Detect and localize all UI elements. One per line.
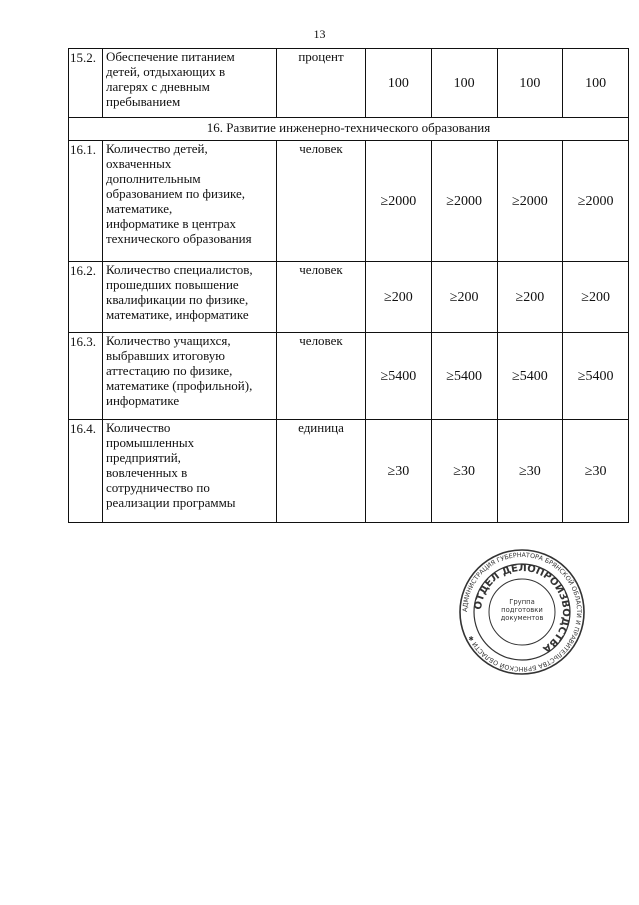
value-cell: 100 [497, 49, 563, 118]
stamp-center-line: Группа [509, 598, 535, 606]
value-cell: ≥5400 [366, 333, 432, 420]
indicator-name-line: Количество специалистов, [106, 262, 253, 277]
indicator-name-line: Количество детей, [106, 141, 208, 156]
indicator-name-line: аттестацию по физике, [106, 363, 233, 378]
value-cell: ≥2000 [431, 141, 497, 262]
indicator-name-line: информатике [106, 393, 180, 408]
row-number: 16.1. [69, 141, 103, 262]
indicator-name-line: вовлеченных в [106, 465, 188, 480]
value-cell: ≥5400 [563, 333, 629, 420]
indicator-name-line: технического образования [106, 231, 252, 246]
indicator-table-body [69, 49, 629, 523]
indicator-name-line: дополнительным [106, 171, 201, 186]
indicator-name [103, 141, 277, 262]
value-cell: ≥200 [431, 262, 497, 333]
value-cell: ≥2000 [366, 141, 432, 262]
indicator-name [103, 333, 277, 420]
indicator-name-line: математике, [106, 201, 173, 216]
stamp-center-line: подготовки [501, 606, 543, 614]
stamp-center-line: документов [500, 614, 544, 622]
indicator-name-line: Количество [106, 420, 171, 435]
indicator-name [103, 420, 277, 523]
value-cell: ≥5400 [497, 333, 563, 420]
stamp-dept-text: ОТДЕЛ ДЕЛОПРОИЗВОДСТВА [472, 562, 572, 655]
row-number: 15.2. [69, 49, 103, 118]
row-number: 16.3. [69, 333, 103, 420]
indicator-name [103, 49, 277, 118]
unit-cell: процент [277, 49, 366, 118]
table-row [69, 49, 629, 118]
indicator-name-line: информатике в центрах [106, 216, 237, 231]
indicator-name-line: квалификации по физике, [106, 292, 249, 307]
value-cell: ≥200 [366, 262, 432, 333]
indicator-name-line: охваченных [106, 156, 172, 171]
indicator-name-line: реализации программы [106, 495, 236, 510]
indicator-name-line: пребыванием [106, 94, 181, 109]
indicator-name-line: сотрудничество по [106, 480, 210, 495]
value-cell: ≥5400 [431, 333, 497, 420]
indicator-name-line: промышленных [106, 435, 195, 450]
indicator-name-line: детей, отдыхающих в [106, 64, 226, 79]
indicator-name-line: математике (профильной), [106, 378, 253, 393]
row-number: 16.2. [69, 262, 103, 333]
official-stamp [458, 548, 586, 676]
indicator-table [68, 48, 629, 523]
section-row [69, 118, 629, 141]
row-number: 16.4. [69, 420, 103, 523]
indicator-name-line: образованием по физике, [106, 186, 246, 201]
indicator-name-line: математике, информатике [106, 307, 249, 322]
stamp-ring-text: АДМИНИСТРАЦИЯ ГУБЕРНАТОРА БРЯНСКОЙ ОБЛАСТИ И ПРАВИТЕЛЬСТВА БРЯНСКОЙ ОБЛАСТИ ✱ [461, 551, 583, 673]
value-cell: 100 [431, 49, 497, 118]
value-cell: ≥2000 [497, 141, 563, 262]
value-cell: ≥200 [497, 262, 563, 333]
unit-cell: человек [277, 262, 366, 333]
indicator-name-line: лагерях с дневным [106, 79, 210, 94]
value-cell: ≥30 [366, 420, 432, 523]
unit-cell: человек [277, 333, 366, 420]
table-row [69, 262, 629, 333]
table-row [69, 333, 629, 420]
value-cell: ≥2000 [563, 141, 629, 262]
indicator-name-line: Количество учащихся, [106, 333, 231, 348]
indicator-name-line: Обеспечение питанием [106, 49, 235, 64]
value-cell: ≥30 [431, 420, 497, 523]
indicator-name [103, 262, 277, 333]
section-title: 16. Развитие инженерно-технического образования [69, 118, 629, 141]
value-cell: ≥30 [497, 420, 563, 523]
value-cell: ≥200 [563, 262, 629, 333]
unit-cell: единица [277, 420, 366, 523]
value-cell: ≥30 [563, 420, 629, 523]
page-number: 13 [313, 27, 326, 41]
table-row [69, 420, 629, 523]
indicator-name-line: прошедших повышение [106, 277, 239, 292]
indicator-name-line: предприятий, [106, 450, 181, 465]
indicator-name-line: выбравших итоговую [106, 348, 225, 363]
value-cell: 100 [563, 49, 629, 118]
value-cell: 100 [366, 49, 432, 118]
table-row [69, 141, 629, 262]
unit-cell: человек [277, 141, 366, 262]
